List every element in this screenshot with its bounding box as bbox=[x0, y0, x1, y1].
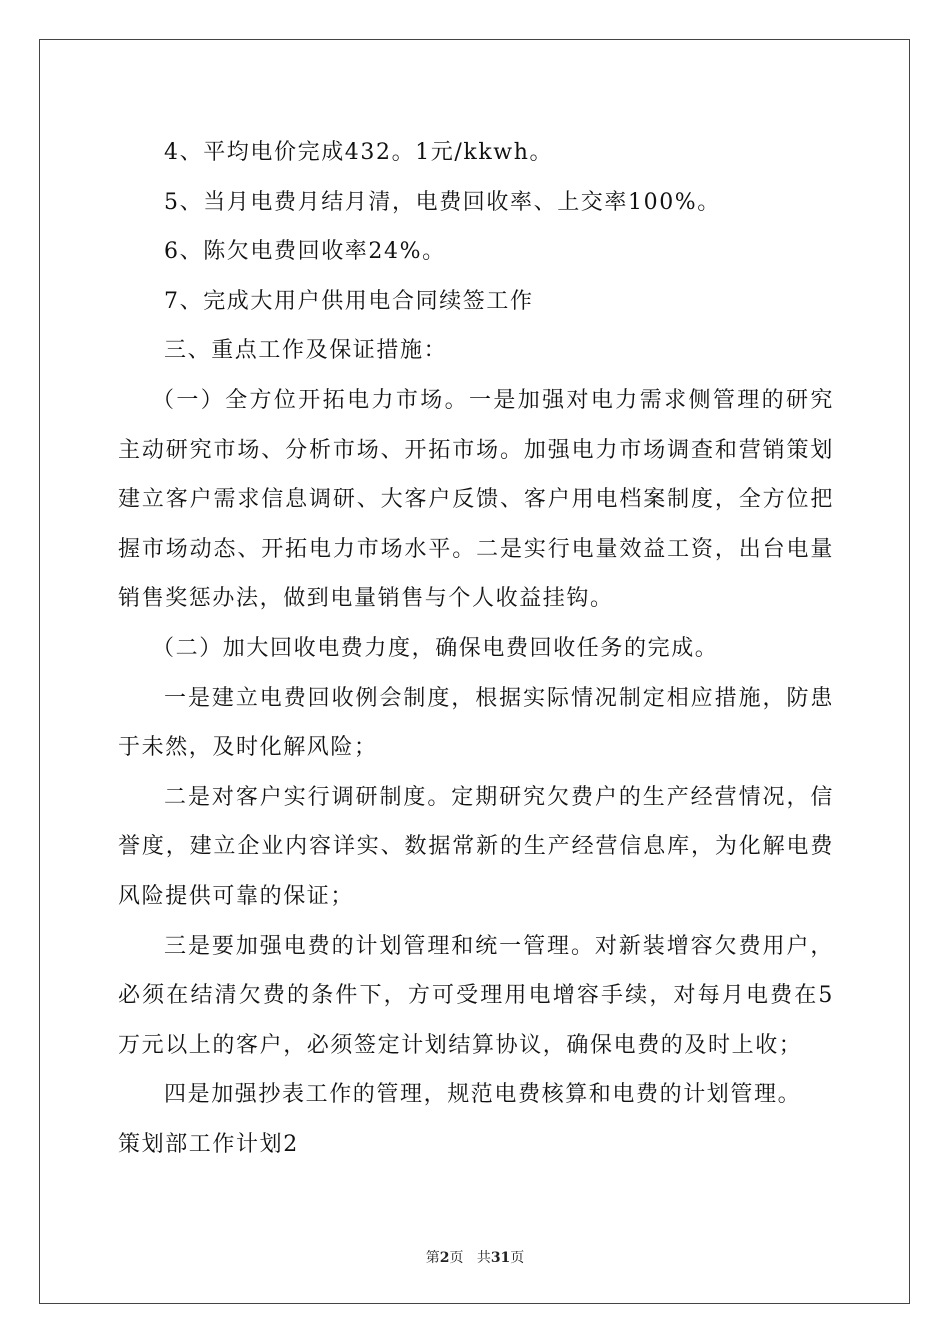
paragraph-measure-2: （二）加大回收电费力度，确保电费回收任务的完成。 bbox=[152, 635, 719, 661]
paragraph-measure-1: （一）全方位开拓电力市场。一是加强对电力需求侧管理的研究主动研究市场、分析市场、开拓市场。加强电力市场调查和营销策划建立客户需求信息调研、大客户反馈、客户用电档案制度，全方位把握市场动态、开拓电力市场水平。二是实行电量效益工资，出台电量销售奖惩办法，做到电量销售与个人收益挂钩。 bbox=[118, 387, 834, 612]
paragraph-measure-2-c: 三是要加强电费的计划管理和统一管理。对新装增容欠费用户，必须在结清欠费的条件下，方可受理用电增容手续，对每月电费在5万元以上的客户，必须签定计划结算协议，确保电费的及时上收； bbox=[118, 933, 834, 1058]
total-suffix: 页 bbox=[510, 1250, 525, 1266]
total-pages: 31 bbox=[490, 1250, 511, 1266]
paragraph-item-6: 6、陈欠电费回收率24%。 bbox=[164, 239, 446, 265]
paragraph-measure-2-a: 一是建立电费回收例会制度，根据实际情况制定相应措施，防患于未然，及时化解风险； bbox=[118, 685, 834, 761]
document-body bbox=[118, 128, 834, 1169]
paragraph-measure-2-d: 四是加强抄表工作的管理，规范电费核算和电费的计划管理。 bbox=[164, 1082, 802, 1108]
total-prefix: 共 bbox=[476, 1250, 491, 1266]
page-footer bbox=[0, 1247, 950, 1267]
page-number: 2 bbox=[439, 1250, 450, 1266]
paragraph-item-7: 7、完成大用户供用电合同续签工作 bbox=[164, 288, 534, 314]
page-prefix: 第 bbox=[425, 1250, 440, 1266]
paragraph-measure-2-b: 二是对客户实行调研制度。定期研究欠费户的生产经营情况，信誉度，建立企业内容详实、数据常新的生产经营信息库，为化解电费风险提供可靠的保证； bbox=[118, 784, 834, 909]
next-plan-title: 策划部工作计划2 bbox=[118, 1131, 299, 1157]
page-suffix: 页 bbox=[449, 1250, 464, 1266]
section-heading: 三、重点工作及保证措施： bbox=[164, 338, 448, 364]
paragraph-item-5: 5、当月电费月结月清，电费回收率、上交率100%。 bbox=[164, 189, 721, 215]
paragraph-item-4: 4、平均电价完成432。1元/kkwh。 bbox=[164, 140, 554, 165]
